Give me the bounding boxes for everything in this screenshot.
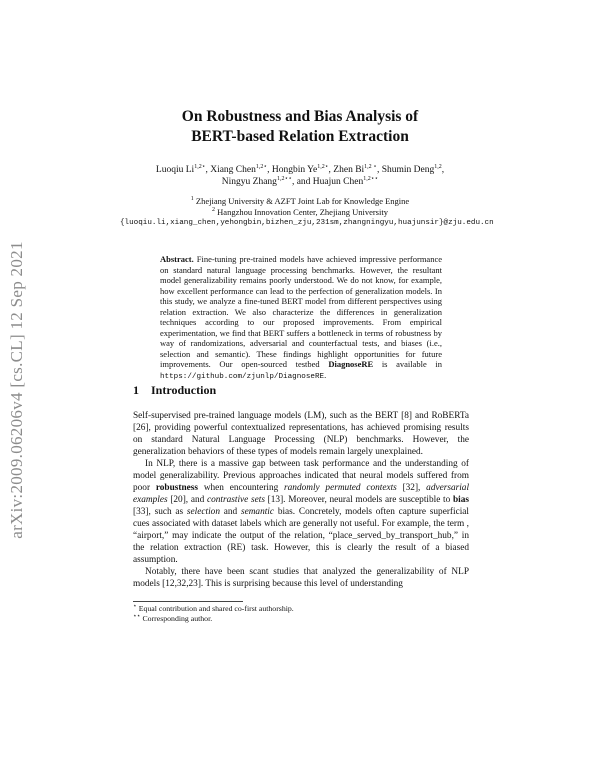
author-line-1: Luoqiu $Li^{1,2⋆}$, Xiang Chen$^{1,2⋆}$, Hongbin $Ye^{1,2⋆}$, Zhen $Bi^{1,2 ⋆}$, Shumin Deng$^{1,2}$, <box>155 163 445 175</box>
paper-title <box>100 107 500 147</box>
author-name: Luoqiu Li <box>155 165 195 175</box>
intro-body <box>133 410 469 590</box>
abstract: Abstract. Fine-tuning pre-trained models have achieved impressive performance on standard natural language processing benchmarks. However, the resultant model generalizability remains poorly understood. We do not know, for example, how excellent performance can lead to the perfection of generalization models. In this study, we analyze a fine-tuned BERT model from different perspectives using relation extraction. We also characterize the differences in generalization techniques according to our proposed improvements. From empirical experimentation, we find that BERT suffers a bottleneck in terms of robustness by way of randomizations, adversarial and counterfactual tests, and biases (i.e., selection and semantic). These findings highlight opportunities for future improvements. Our open-sourced testbed DiagnoseRE is available in https://github.com/zjunlp/DiagnoseRE. <box>160 254 443 381</box>
abstract-label: Abstract. <box>160 254 194 264</box>
paragraph-3: Notably, there have been scant studies that analyzed the generalizability of NLP models [12,32,23]. This is surprising because this level of understanding <box>133 567 469 589</box>
author-mark: 1,2⋆⋆ <box>363 175 379 182</box>
section-number: 1 <box>133 383 139 397</box>
footnote-1: ⋆ Equal contribution and shared co-first authorship. <box>133 603 294 613</box>
paragraph-2: In NLP, there is a massive gap between task performance and the understanding of model generalizability. Previous approaches indicated that neural models suffered from poor robustness when encountering randomly permuted contexts [32], adversarial examples [20], and contrastive sets [13]. Moreover, neural models are susceptible to bias [33], such as selection and semantic bias. Concretely, models often capture superficial cues associated with dataset labels which are generally not useful. For example, the term , “airport,” may indicate the output of the relation, “place_served_by_transport_hub,” in the relation extraction (RE) task. However, this is clearly the result of a biased assumption. <box>133 459 470 565</box>
arxiv-stamp-text: arXiv:2009.06206v4 [cs.CL] 12 Sep 2021 <box>7 241 26 539</box>
author-mark: 1,2 <box>434 163 442 170</box>
author-name: Shumin Deng <box>381 165 435 175</box>
abstract-text-mid: is available in <box>381 359 443 369</box>
author-list <box>120 164 480 188</box>
section-title: Introduction <box>151 383 217 397</box>
author-line-2: Ningyu Zhang$^{1,2⋆⋆}$, and Huajun Chen$^{1,2⋆⋆}$ <box>221 175 379 187</box>
author-mark: 1,2⋆⋆ <box>276 175 292 182</box>
author-mark: 1,2⋆ <box>255 163 268 170</box>
author-name: Xiang Chen <box>210 165 256 175</box>
bias-term: bias <box>453 495 470 505</box>
author-name: Ningyu Zhang <box>221 177 277 187</box>
author-name: Huajun Chen <box>312 177 364 187</box>
author-name: Zhen Bi <box>333 165 365 175</box>
section-heading <box>133 383 216 398</box>
affiliation-2: $^2$ Hangzhou Innovation Center, Zhejiang University <box>212 207 388 217</box>
footnote-rule <box>133 601 243 602</box>
author-emails: {luoqiu.li,xiang_chen,yehongbin,bizhen_zju,231sm,zhangningyu,huajunsir}@zju.edu.cn <box>120 219 494 227</box>
author-mark: 1,2⋆ <box>317 163 329 170</box>
arxiv-stamp <box>6 210 28 570</box>
affiliations <box>120 196 494 229</box>
author-name: Hongbin Ye <box>271 165 318 175</box>
repo-link[interactable]: https://github.com/zjunlp/DiagnoseRE <box>160 372 325 381</box>
title-line-1: On Robustness and Bias Analysis of <box>181 108 419 125</box>
footnote-2: ⋆⋆ Corresponding author. <box>133 613 213 623</box>
author-mark: 1,2 ⋆ <box>364 163 377 170</box>
affiliation-1: $^1$ Zhejiang University & AZFT Joint Lab for Knowledge Engine <box>190 196 410 206</box>
robustness-term: robustness <box>155 483 199 493</box>
paragraph-1: Self-supervised pre-trained language models (LM), such as the BERT [8] and RoBERTa [26], providing powerful contextualized representations, has achieved promising results on standard Natural Language Processing (NLP) benchmarks. However, the generalization behaviors of these types of models remain largely unexplained. <box>133 411 469 457</box>
footnotes <box>133 604 469 624</box>
abstract-text: Fine-tuning pre-trained models have achieved impressive performance on standard natural language processing benchmarks. However, the resultant model generalizability remains poorly understood. We do not know, for example, how excellent performance can lead to the perfection of generalization models. In this study, we analyze a fine-tuned BERT model from different perspectives using relation extraction. We also characterize the differences in generalization techniques according to our proposed improvements. From empirical experimentation, we find that BERT suffers a bottleneck in terms of robustness by way of randomizations, adversarial and counterfactual tests, and biases (i.e., selection and semantic). These findings highlight opportunities for future improvements. Our open-sourced testbed <box>160 254 443 369</box>
title-line-2: BERT-based Relation Extraction <box>191 128 409 145</box>
testbed-name: DiagnoseRE <box>328 359 374 369</box>
author-mark: 1,2⋆ <box>194 163 206 170</box>
